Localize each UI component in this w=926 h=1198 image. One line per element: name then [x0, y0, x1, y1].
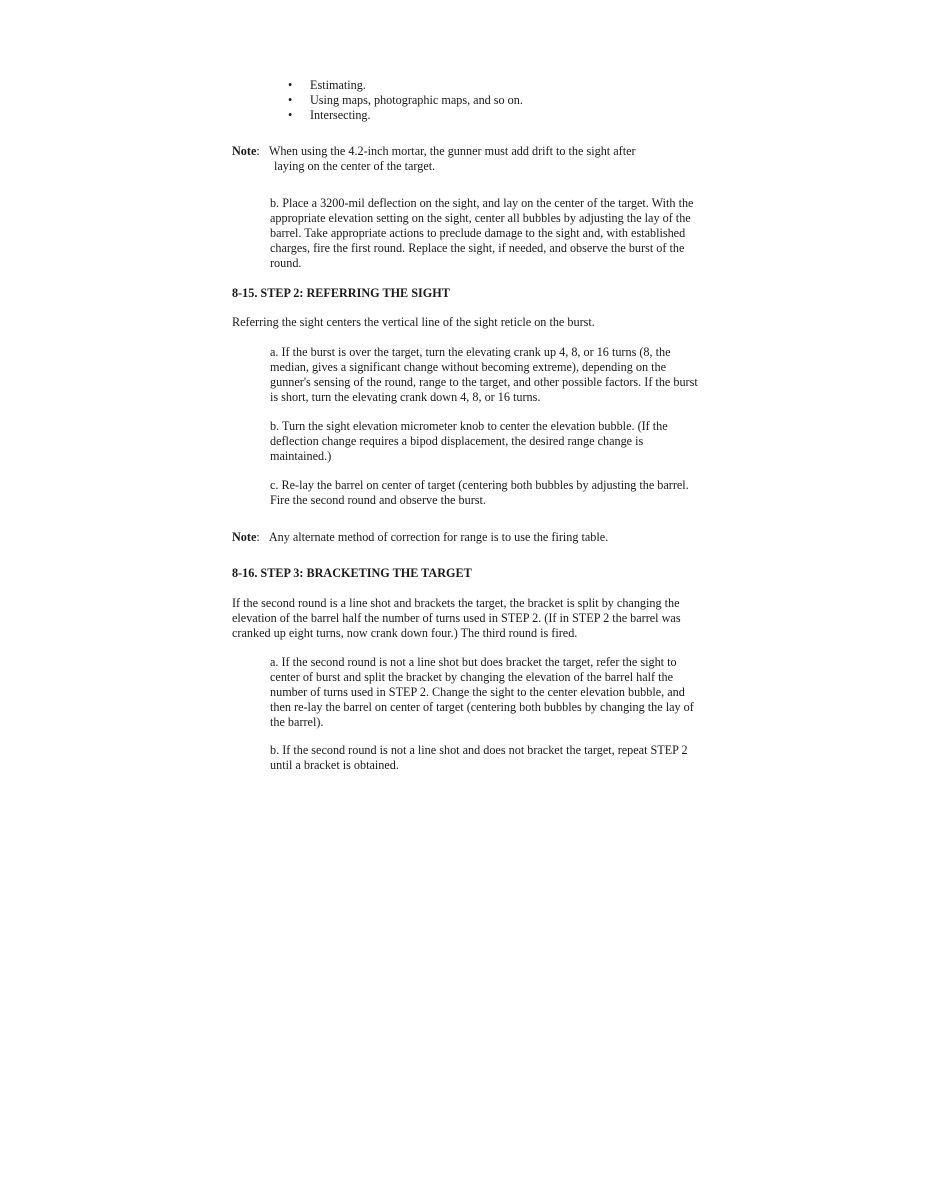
section-8-16-para-a: a. If the second round is not a line shot but does bracket the target, refer the sight to center of burst and split the bracket by changing the elevation of the barrel half the number of turns used in STEP 2. Change the sight to the center elevation bubble, and then re-lay the barrel on center of target (centering both bubbles by changing the lay of the barrel).	[270, 655, 694, 729]
note-separator: :	[256, 144, 260, 158]
note-label: Note	[232, 530, 257, 544]
bullet-item: • Estimating.	[288, 78, 523, 93]
note-label: Note	[232, 144, 257, 158]
section-8-15-para-a: a. If the burst is over the target, turn the elevating crank up 4, 8, or 16 turns (8, the median, gives a significant change without becoming extreme), depending on the gunner's sensing of the round, range to the target, and other possible factors. If the burst is short, turn the elevating crank down 4, 8, or 16 turns.	[270, 345, 698, 404]
section-heading-8-15: 8-15. STEP 2: REFERRING THE SIGHT	[232, 286, 450, 300]
bullet-item: • Intersecting.	[288, 108, 523, 123]
section-8-15-para-b: b. Turn the sight elevation micrometer knob to center the elevation bubble. (If the deflection change requires a bipod displacement, the desired range change is maintained.)	[270, 419, 668, 463]
bullet-item: • Using maps, photographic maps, and so on.	[288, 93, 523, 108]
note-separator: :	[256, 530, 260, 544]
section-8-16-para-b: b. If the second round is not a line shot and does not bracket the target, repeat STEP 2 until a bracket is obtained.	[270, 743, 688, 772]
section-8-15-intro: Referring the sight centers the vertical line of the sight reticle on the burst.	[232, 315, 595, 329]
section-8-15-para-c: c. Re-lay the barrel on center of target (centering both bubbles by adjusting the barrel. Fire the second round and observe the burst.	[270, 478, 689, 507]
section-heading-8-16: 8-16. STEP 3: BRACKETING THE TARGET	[232, 566, 472, 580]
note-firing-table	[232, 530, 692, 545]
note-text-line1: When using the 4.2-inch mortar, the gunner must add drift to the sight after	[268, 144, 636, 158]
method-bullet-list	[288, 78, 523, 123]
note-text-line2: laying on the center of the target.	[274, 159, 436, 173]
section-8-16-intro: If the second round is a line shot and brackets the target, the bracket is split by changing the elevation of the barrel half the number of turns used in STEP 2. (If in STEP 2 the barrel was cranked up eight turns, now crank down four.) The third round is fired.	[232, 596, 681, 640]
paragraph-b-place-deflection: b. Place a 3200-mil deflection on the sight, and lay on the center of the target. With the appropriate elevation setting on the sight, center all bubbles by adjusting the lay of the barrel. Take appropriate actions to preclude damage to the sight and, with established charges, fire the first round. Replace the sight, if needed, and observe the burst of the round.	[270, 196, 694, 270]
note-drift	[232, 144, 692, 174]
note-text: Any alternate method of correction for range is to use the firing table.	[268, 530, 609, 544]
